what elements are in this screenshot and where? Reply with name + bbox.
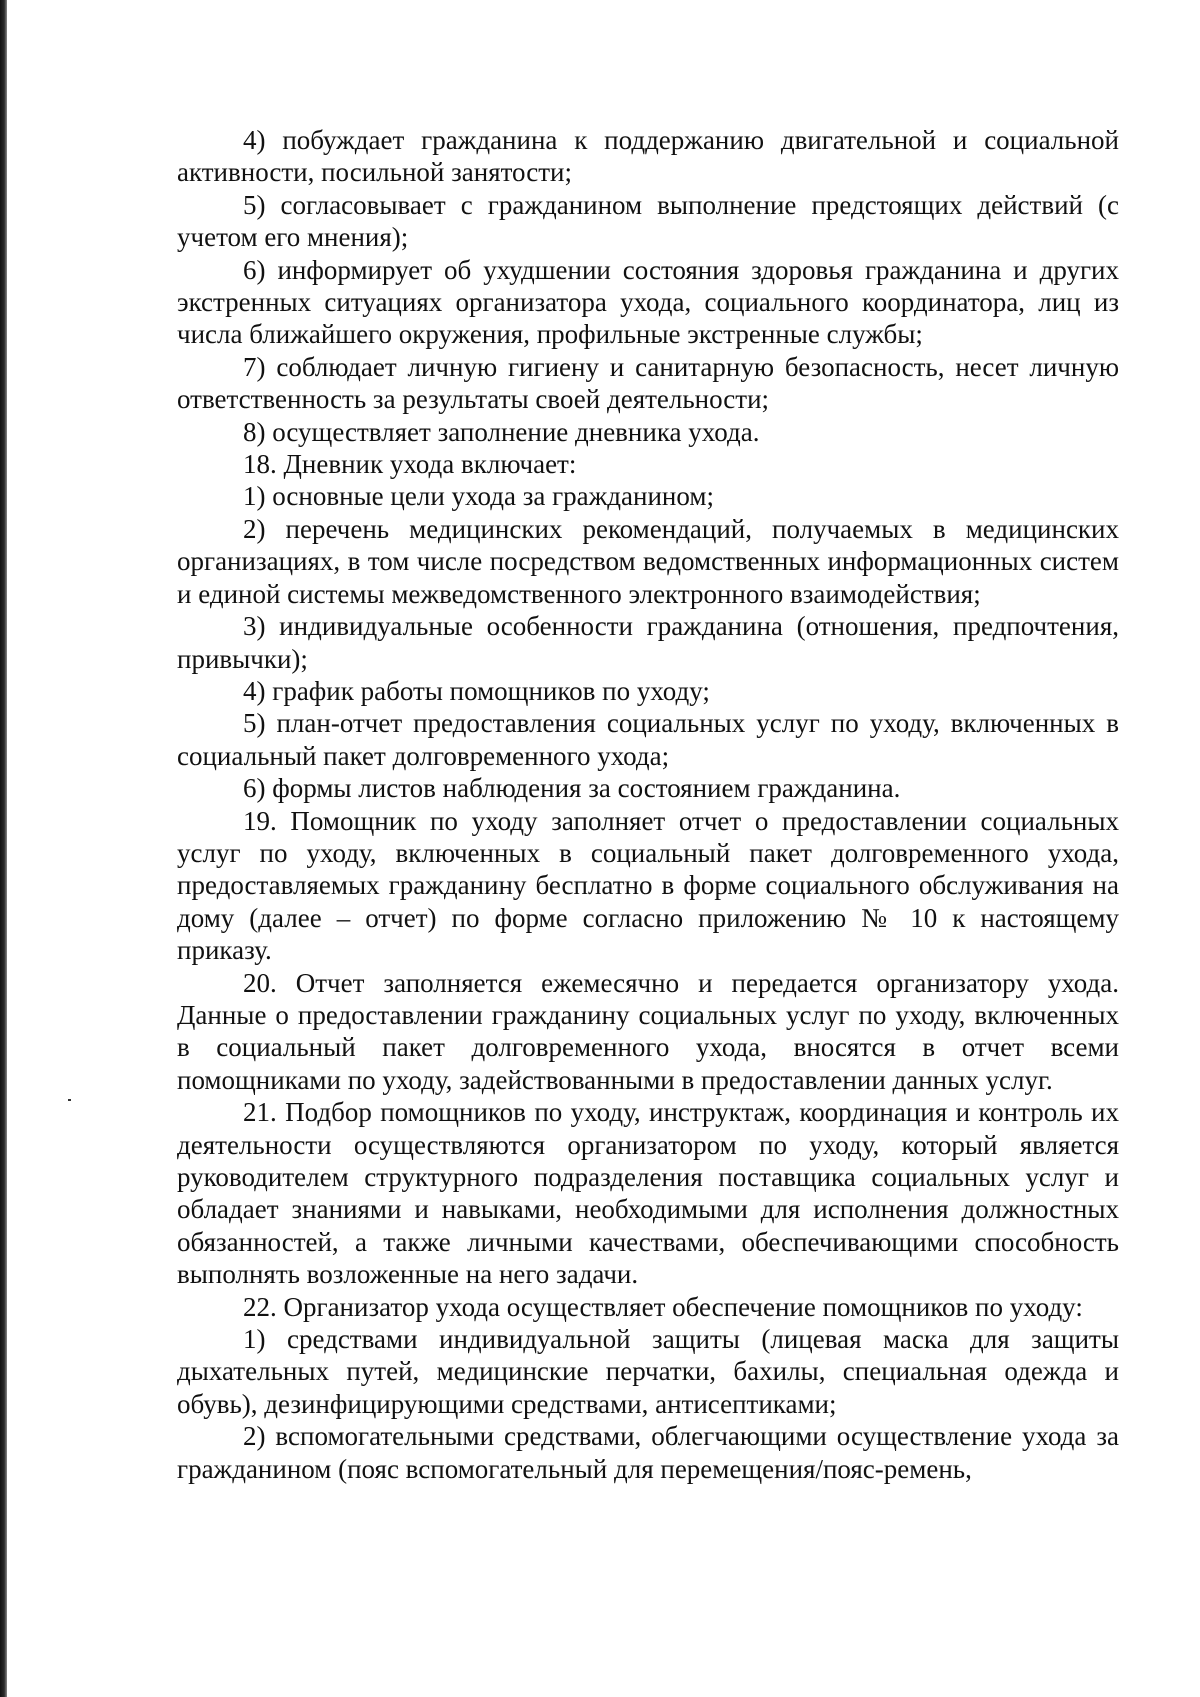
paragraph-diary-item-5: 5) план-отчет предоставления социальных услуг по уходу, включенных в социальный пакет долговременного ухода; (177, 708, 1119, 771)
paragraph-supply-item-1: 1) средствами индивидуальной защиты (лицевая маска для защиты дыхательных путей, медицинские перчатки, бахилы, специальная одежда и обувь), дезинфицирующими средствами, антисептиками; (177, 1324, 1119, 1419)
paragraph-diary-item-4: 4) график работы помощников по уходу; (243, 675, 710, 706)
paragraph-item-4-motivation: 4) побуждает гражданина к поддержанию двигательной и социальной активности, посильной занятости; (177, 125, 1119, 188)
paragraph-clause-18: 18. Дневник ухода включает: (243, 449, 577, 480)
paragraph-item-5-agreement: 5) согласовывает с гражданином выполнение предстоящих действий (с учетом его мнения); (177, 189, 1119, 253)
paragraph-diary-item-3: 3) индивидуальные особенности гражданина (отношения, предпочтения, привычки); (177, 611, 1119, 674)
paragraph-diary-item-1: 1) основные цели ухода за гражданином; (243, 481, 714, 512)
paragraph-item-8-diary: 8) осуществляет заполнение дневника ухода. (243, 416, 760, 447)
scan-border (0, 0, 7, 1697)
paragraph-item-7-hygiene: 7) соблюдает личную гигиену и санитарную безопасность, несет личную ответственность за результаты своей деятельности; (177, 351, 1119, 415)
scan-dot (68, 1099, 71, 1101)
paragraph-clause-19: 19. Помощник по уходу заполняет отчет о предоставлении социальных услуг по уходу, включенных в социальный пакет долговременного ухода, предоставляемых гражданину бесплатно в форме социального обслуживания на дому (далее – отчет) по форме согласно приложению № 10 к настоящему приказу. (177, 805, 1119, 966)
paragraph-item-6-informing: 6) информирует об ухудшении состояния здоровья гражданина и других экстренных ситуациях организатора ухода, социального координатора, лиц из числа ближайшего окружения, профильные экстренные службы; (177, 254, 1119, 350)
paragraph-clause-21: 21. Подбор помощников по уходу, инструктаж, координация и контроль их деятельности осуществляются организатором по уходу, который является руководителем структурного подразделения поставщика социальных услуг и обладает знаниями и навыками, необходимыми для исполнения должностных обязанностей, а также личными качествами, обеспечивающими способность выполнять возложенные на него задачи. (177, 1097, 1119, 1290)
paragraph-clause-20: 20. Отчет заполняется ежемесячно и передается организатору ухода. Данные о предоставлении гражданину социальных услуг по уходу, включенных в социальный пакет долговременного ухода, вносятся в отчет всеми помощниками по уходу, задействованными в предоставлении данных услуг. (177, 967, 1119, 1095)
document-body (177, 124, 1119, 1485)
paragraph-clause-22: 22. Организатор ухода осуществляет обеспечение помощников по уходу: (243, 1291, 1083, 1322)
paragraph-diary-item-6: 6) формы листов наблюдения за состоянием гражданина. (243, 773, 901, 804)
paragraph-diary-item-2: 2) перечень медицинских рекомендаций, получаемых в медицинских организациях, в том числе посредством ведомственных информационных систем и единой системы межведомственного электронного взаимодействия; (177, 513, 1119, 609)
paragraph-supply-item-2: 2) вспомогательными средствами, облегчающими осуществление ухода за гражданином (пояс вспомогательный для перемещения/пояс-ремень, (177, 1421, 1119, 1484)
